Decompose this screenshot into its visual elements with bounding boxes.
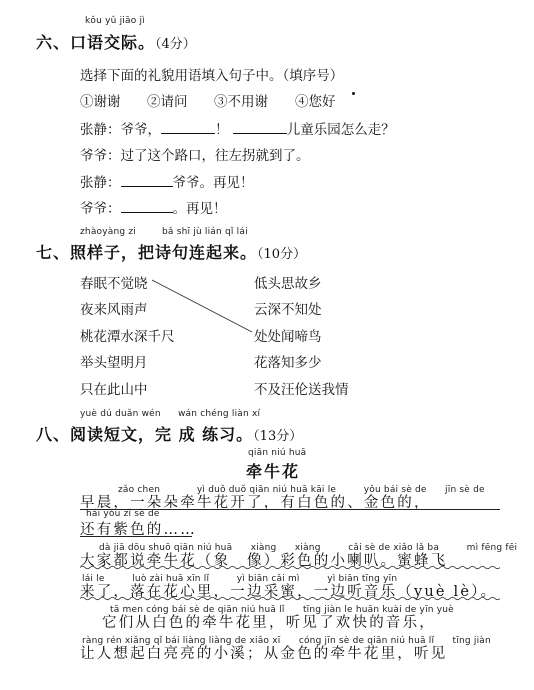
section6-option-4: ④您好 bbox=[295, 94, 336, 110]
text-underline bbox=[80, 536, 192, 537]
section6-option-2: ②请问 bbox=[147, 94, 188, 110]
line-pinyin: tā men cóng bái sè de qiān niú huā lǐ tīng jiàn le huān kuài de yīn yuè bbox=[110, 605, 454, 615]
section7-title: 照样子，把诗句连起来。 bbox=[70, 243, 258, 262]
line-pinyin: dà jiā dōu shuō qiān niú huā xiàng xiàng cǎi sè de xiǎo lǎ ba mì fēng fēi bbox=[99, 543, 518, 553]
dialog-text: 爷爷。再见！ bbox=[172, 175, 254, 191]
passage-title-pinyin: qiān niú huā bbox=[248, 448, 307, 458]
section8-points: （13分） bbox=[253, 429, 303, 444]
wavy-underline bbox=[80, 565, 500, 570]
section8-number: 八、 bbox=[36, 425, 71, 444]
dialog-text: ！ bbox=[215, 122, 229, 138]
passage-title: 牵牛花 bbox=[246, 462, 301, 481]
section6-pinyin: kǒu yǔ jiāo jì bbox=[85, 16, 145, 26]
dialog-text: 。再见！ bbox=[172, 201, 227, 217]
poem-right-4[interactable]: 花落知多少 bbox=[254, 355, 322, 371]
section6-title: 口语交际。 bbox=[70, 33, 156, 52]
dialog-text: 爷爷， bbox=[120, 122, 161, 138]
dialog-speaker: 张静： bbox=[80, 122, 121, 138]
section8-pinyin-a: yuè dú duǎn wén bbox=[80, 409, 161, 419]
dialog-speaker: 爷爷： bbox=[80, 201, 121, 217]
poem-left-4[interactable]: 举头望明月 bbox=[80, 355, 148, 371]
section6-number: 六、 bbox=[36, 33, 71, 52]
passage-line-3: 大家都说牵牛花（象 像）彩色的小喇叭。蜜蜂飞 bbox=[80, 553, 448, 569]
dialog-text: 过了这个路口，往左拐就到了。 bbox=[120, 148, 310, 164]
line-pinyin: ràng rén xiǎng qǐ bái liàng liàng de xiǎo xī cóng jīn sè de qiān niú huā lǐ tīng jiàn bbox=[82, 636, 491, 646]
section6-option-3: ③不用谢 bbox=[214, 94, 268, 110]
wavy-underline bbox=[80, 596, 500, 601]
section7-pinyin-a: zhàoyàng zi bbox=[80, 227, 136, 237]
section6-points: （4分） bbox=[155, 37, 196, 52]
dialog-text: 儿童乐园怎么走？ bbox=[286, 122, 395, 138]
section8-heading bbox=[36, 422, 302, 445]
connector-line bbox=[152, 280, 252, 332]
dialog-speaker: 张静： bbox=[80, 175, 121, 191]
poem-left-2[interactable]: 夜来风雨声 bbox=[80, 302, 148, 318]
passage-line-5: 它们从白色的牵牛花里，听见了欢快的音乐， bbox=[102, 615, 436, 631]
poem-right-5[interactable]: 不及汪伦送我情 bbox=[254, 382, 349, 398]
poem-left-3[interactable]: 桃花潭水深千尺 bbox=[80, 329, 175, 345]
poem-right-2[interactable]: 云深不知处 bbox=[254, 302, 322, 318]
section6-option-1: ①谢谢 bbox=[80, 94, 121, 110]
section7-points: （10分） bbox=[257, 247, 307, 262]
section8-title: 阅读短文，完 成 练习。 bbox=[70, 425, 254, 444]
line-pinyin: lái le luò zài huā xīn lǐ yì biān cǎi mì yì biān tīng yīn bbox=[82, 574, 398, 584]
dialog-speaker: 爷爷： bbox=[80, 148, 121, 164]
section8-pinyin-b: wán chéng liàn xí bbox=[178, 409, 261, 419]
passage-line-4: 来了，落在花心里，一边采蜜，一边听音乐（yuè lè）。 bbox=[80, 584, 498, 600]
passage-line-1: 早晨，一朵朵牵牛花开了，有白色的、金色的， bbox=[80, 495, 431, 511]
passage-line-2: 还有紫色的…… bbox=[80, 522, 197, 538]
poem-right-3[interactable]: 处处闻啼鸟 bbox=[254, 329, 322, 345]
section7-pinyin-b: bǎ shī jù lián qǐ lái bbox=[162, 227, 248, 237]
section6-instruction: 选择下面的礼貌用语填入句子中。（填序号） bbox=[80, 68, 344, 84]
poem-left-5[interactable]: 只在此山中 bbox=[80, 382, 148, 398]
line-pinyin: hái yǒu zǐ sè de bbox=[86, 509, 160, 519]
poem-left-1[interactable]: 春眠不觉晓 bbox=[80, 276, 148, 292]
line-pinyin: zǎo chen yì duǒ duǒ qiān niú huā kāi le yǒu bái sè de jīn sè de bbox=[118, 485, 485, 495]
section7-number: 七、 bbox=[36, 243, 71, 262]
poem-right-1[interactable]: 低头思故乡 bbox=[254, 276, 322, 292]
passage-line-6: 让人想起白亮亮的小溪；从金色的牵牛花里，听见 bbox=[80, 646, 448, 662]
